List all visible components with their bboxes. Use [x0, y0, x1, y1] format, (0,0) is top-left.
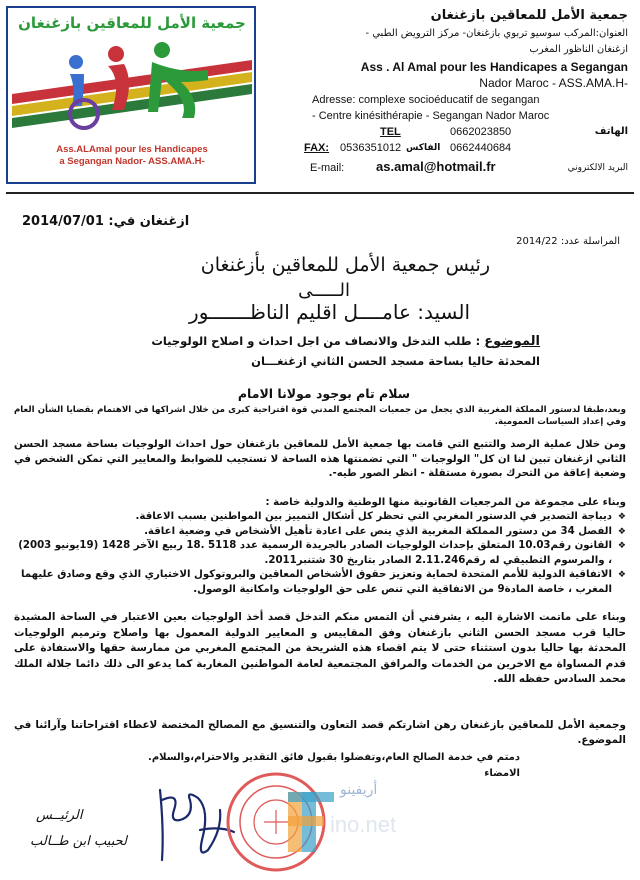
closing-line: دمتم في خدمة الصالح العام،وتفضلوا بقبول فائق التقدير والاحترام،والسلام.	[148, 752, 520, 763]
list-item: ❖ الفصل 34 من دستور المملكة المغربية الذي ينص على اعادة تأهيل الأشخاص في وضعية اعاقة.	[14, 525, 626, 540]
legal-references-list	[14, 510, 626, 597]
list-item: ❖ القانون رقم10.03 المتعلق بإحداث الولوجيات الصادر بالجريدة الرسمية عدد 5118 .18 ربيع الآخر 1428 (19يونيو 2003) ، والمرسوم التطبيقي له رقم2.11.246 الصادر بتاريخ 30 شتنبر2011.	[14, 539, 626, 568]
paragraph-3: وبناء على مجموعة من المرجعيات القانونية منها الوطنية والدولية خاصة :	[265, 497, 626, 508]
subject-label: الموضوع	[484, 334, 540, 349]
list-item: ❖ ديباجة التصدير في الدستور المغربي التي تحظر كل أشكال التمييز بين المواطنين بسبب الاعاقة.	[14, 510, 626, 525]
address-ar-line-1: العنوان:المركب سوسيو تربوي بازغنغان- مركز الترويض الطبي -	[365, 28, 628, 39]
association-name-fr-line-2: Nador Maroc - ASS.AMA.H-	[479, 76, 628, 90]
watermark-text-net: ino.net	[330, 812, 397, 837]
letter-reference: المراسلة عدد: 2014/22	[516, 236, 620, 247]
tel-number-2: 0662440684	[450, 142, 512, 154]
logo-caption-line-2: a Segangan Nador- ASS.AMA.H-	[59, 156, 205, 167]
subject-text-1: : طلب التدخل والانصاف من اجل احداث و اصلاح الولوجيات	[151, 334, 481, 348]
fax-number: 0536351012	[340, 142, 402, 154]
contact-block	[262, 6, 634, 186]
association-name-fr: Ass . Al Amal pour les Handicapes a Segangan	[360, 60, 628, 74]
email-address: as.amal@hotmail.fr	[376, 159, 496, 174]
logo-caption-line-1: Ass.ALAmal pour les Handicapes	[56, 144, 208, 155]
paragraph-1: وبعد،طبقا لدستور المملكة المغربية الذي يجعل من جمعيات المجتمع المدني قوة اقتراحية كبرى من خلال اشراكها في الاهتمام بقضايا الشأن العام وفي إعداد السياسات العمومية.	[14, 405, 626, 427]
association-name-ar: جمعية الأمل للمعاقين بازغنغان	[430, 8, 628, 23]
paragraph-4: وبناء على ماتمت الاشارة اليه ، يشرفني أن التمس منكم التدخل قصد أخذ الولوجيات بعين الاعتبار في الساحة المشيدة حاليا قرب مسجد الحسن الثاني بازغنغان وفق المقاييس و المعايير الدولية المعمول بها واصلاح وترميم الولوجيات المحدثة بها حاليا بدون استثناء حتى لا يتم اقصاء هذه الشريحة من المجتمع المغربي من ممارسة حقها والاستفادة على قدم المساواة مع الاخرين من الخدمات والمرافق المجتمعية لعامة المواطنين المغاربة كما يدعو الى ذلك دائما جلالة الملك محمد السادس حفظه الله.	[14, 611, 626, 685]
logo-caption	[12, 144, 252, 168]
tel-number-1: 0662023850	[450, 126, 512, 138]
address-fr-line-2: - Centre kinésithérapie - Segangan Nador Maroc	[312, 110, 550, 122]
tel-label-ar: الهاتف	[594, 126, 628, 137]
paragraph-2: ومن خلال عملية الرصد والتتبع التي قامت بها جمعية الأمل للمعاقين بازغنغان حول احداث الولوجيات بساحة مسجد الحسن الثاني ازغنغان تبين لنا ان كل" الولوجيات " التي تضمنتها هذه الساحة لا تستجيب للضوابط والمعايير التي تمكن الشخص في وضعية إعاقة من التحرك بصورة مستقلة - انظر الصور طيه-.	[14, 439, 626, 479]
fax-label-ar: الفاكس	[406, 143, 441, 153]
email-label: E-mail:	[310, 162, 345, 174]
logo-figures-graphic	[12, 40, 252, 140]
address-ar-line-2: ازغنغان الناظور المغرب	[529, 44, 628, 55]
logo-title: جمعية الأمل للمعاقين بازغنغان	[18, 14, 246, 32]
greeting: سلام تام بوجود مولانا الامام	[237, 386, 410, 401]
paragraph-5: وجمعية الأمل للمعاقين بازغنغان رهن اشارتكم قصد التعاون والتنسيق مع المصالح المختصة لاعطاء اقتراحاتنا وآرائنا في الموضوع.	[14, 719, 626, 746]
letter-date: ازغنغان في: 2014/07/01	[22, 214, 190, 229]
header-divider	[6, 192, 634, 194]
recipient-line: السيد: عامــــل اقليم الناظـــــــور	[189, 300, 470, 324]
president-title: الرئيــس	[36, 808, 83, 823]
list-item: ❖ الاتفاقية الدولية للأمم المتحدة لحماية وتعزيز حقوق الأشخاص المعاقين والبروتوكول الاختياري الذي وقع وصادق عليهما المغرب ، خاصة المادة9 من الاتفاقية التي تنص على حق الولوجيات وامكانية الوصول.	[14, 568, 626, 597]
signature-label: الامضاء	[484, 768, 520, 779]
address-fr-line-1: Adresse: complexe socioéducatif de segangan	[312, 94, 540, 106]
email-label-ar: البريد الالكتروني	[567, 163, 628, 173]
subject-line-2: المحدثة حاليا بساحة مسجد الحسن الثاني ازغنغـــان	[251, 354, 540, 368]
president-name: لحبيب ابن طــالب	[30, 834, 128, 849]
fax-label: FAX:	[304, 142, 330, 154]
association-logo	[6, 6, 256, 184]
watermark-text-ar: أريفينو	[340, 782, 378, 798]
tel-label: TEL	[380, 126, 401, 138]
to-line: الـــــى	[298, 280, 350, 301]
letterhead	[6, 6, 634, 186]
sender-line: رئيس جمعية الأمل للمعاقين بأزغنغان	[200, 254, 490, 276]
subject-line-1	[151, 334, 540, 349]
